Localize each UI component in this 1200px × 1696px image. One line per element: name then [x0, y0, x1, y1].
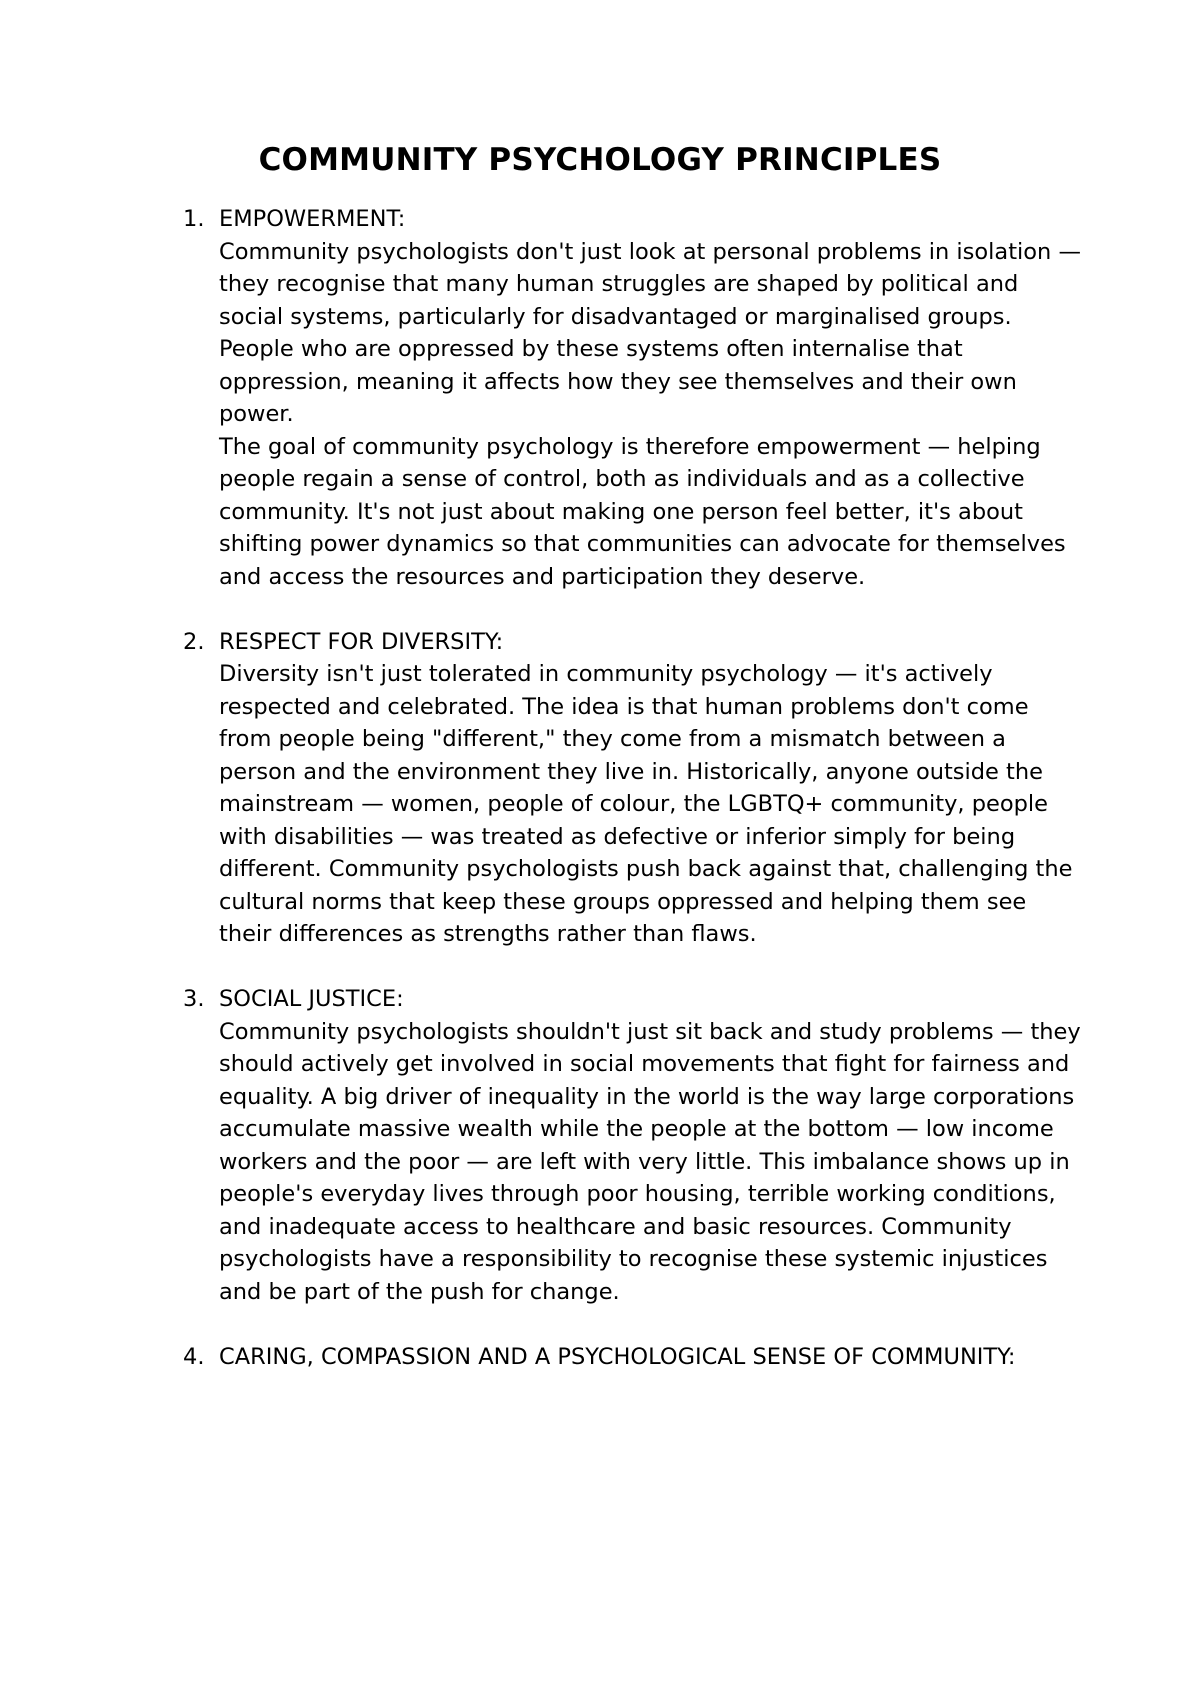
principle-heading: EMPOWERMENT: — [219, 206, 406, 232]
principle-number: 2. — [183, 628, 205, 655]
principle-social-justice — [183, 983, 1083, 1308]
principle-paragraph: The goal of community psychology is therefore empowerment — helping people regain a sense of control, both as individuals and as a collective community. It's not just about making one person feel better, it's about shifting power dynamics so that communities can advocate for themselves and access the resources and participation they deserve. — [219, 433, 1066, 590]
principle-number: 3. — [183, 986, 205, 1012]
principle-heading: SOCIAL JUSTICE: — [219, 986, 404, 1012]
principle-list — [183, 203, 1083, 1406]
principle-paragraph: Diversity isn't just tolerated in community psychology — it's actively respected and celebrated. The idea is that human problems don't come from people being "different," they come from a mismatch between a person and the environment they live in. Historically, anyone outside the mainstream — women, people of colour, the LGBTQ+ community, people with disabilities — was treated as defective or inferior simply for being different. Community psychologists push back against that, challenging the cultural norms that keep these groups oppressed and helping them see their differences as strengths rather than flaws. — [219, 661, 1073, 947]
principle-caring-compassion — [183, 1341, 1083, 1374]
principle-empowerment — [183, 203, 1083, 593]
principle-paragraph: Community psychologists don't just look at personal problems in isolation — they recognise that many human struggles are shaped by political and social systems, particularly for disadvantaged or marginalised groups. People who are oppressed by these systems often internalise that oppression, meaning it affects how they see themselves and their own power. — [219, 238, 1081, 427]
principle-heading: RESPECT FOR DIVERSITY: — [219, 628, 504, 655]
principle-number: 1. — [183, 206, 205, 232]
document-title: COMMUNITY PSYCHOLOGY PRINCIPLES — [258, 142, 942, 178]
principle-paragraph: Community psychologists shouldn't just sit back and study problems — they should actively get involved in social movements that fight for fairness and equality. A big driver of inequality in the world is the way large corporations accumulate massive wealth while the people at the bottom — low income workers and the poor — are left with very little. This imbalance shows up in people's everyday lives through poor housing, terrible working conditions, and inadequate access to healthcare and basic resources. Community psychologists have a responsibility to recognise these systemic injustices and be part of the push for change. — [219, 1018, 1081, 1305]
principle-respect-for-diversity — [183, 626, 1083, 951]
principle-heading: CARING, COMPASSION AND A PSYCHOLOGICAL SENSE OF COMMUNITY: — [219, 1343, 1016, 1370]
principle-number: 4. — [183, 1343, 205, 1370]
